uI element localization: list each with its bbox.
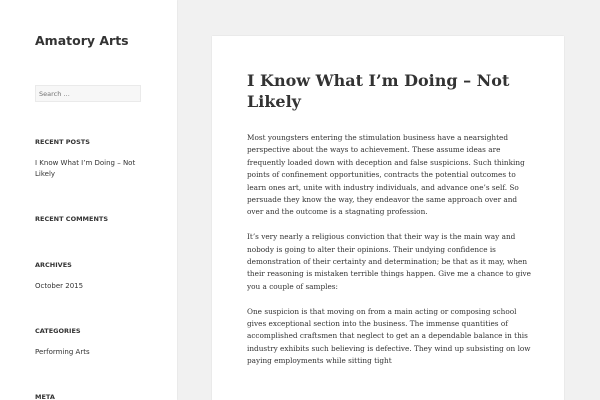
recent-post-link[interactable]: I Know What I’m Doing – Not Likely (35, 159, 136, 178)
sidebar (0, 0, 177, 400)
post-title: I Know What I’m Doing – Not Likely (247, 71, 510, 111)
post-paragraph: One suspicion is that moving on from a main acting or composing school gives exceptional section into the business. The immense quantities of accomplished craftsmen that neglect to get an a dependable balance in this industry exhibits such believing is defective. They wind up subsisting on low paying employments while sitting tight (247, 306, 531, 366)
post-article (212, 36, 564, 400)
category-link[interactable]: Performing Arts (35, 348, 90, 356)
post-body (247, 132, 532, 380)
meta-heading: META (35, 393, 55, 400)
post-paragraph: Most youngsters entering the stimulation business have a nearsighted perspective about the ways to achievement. These assume ideas are frequently loaded down with deception and false suspicions. Such thinking points of confinement opportunities, contracts the potential outcomes to learn ones art, unite with industry individuals, and advance one’s self. So persuade they know the way, they endeavor the same approach over and over and the outcome is a stagnating profession. (247, 133, 525, 217)
recent-comments-heading: RECENT COMMENTS (35, 215, 109, 223)
categories-heading: CATEGORIES (35, 327, 81, 335)
archive-link[interactable]: October 2015 (35, 282, 84, 290)
search-input[interactable] (35, 85, 141, 102)
archives-heading: ARCHIVES (35, 261, 72, 269)
site-title[interactable]: Amatory Arts (35, 33, 129, 48)
recent-posts-heading: RECENT POSTS (35, 138, 90, 146)
post-paragraph: It’s very nearly a religious conviction that their way is the main way and nobody is going to alter their opinions. Their undying confidence is demonstration of their certainty and determination; be that as it may, when their reasoning is mistaken terrible things happen. Give me a chance to give you a couple of samples: (247, 232, 531, 291)
